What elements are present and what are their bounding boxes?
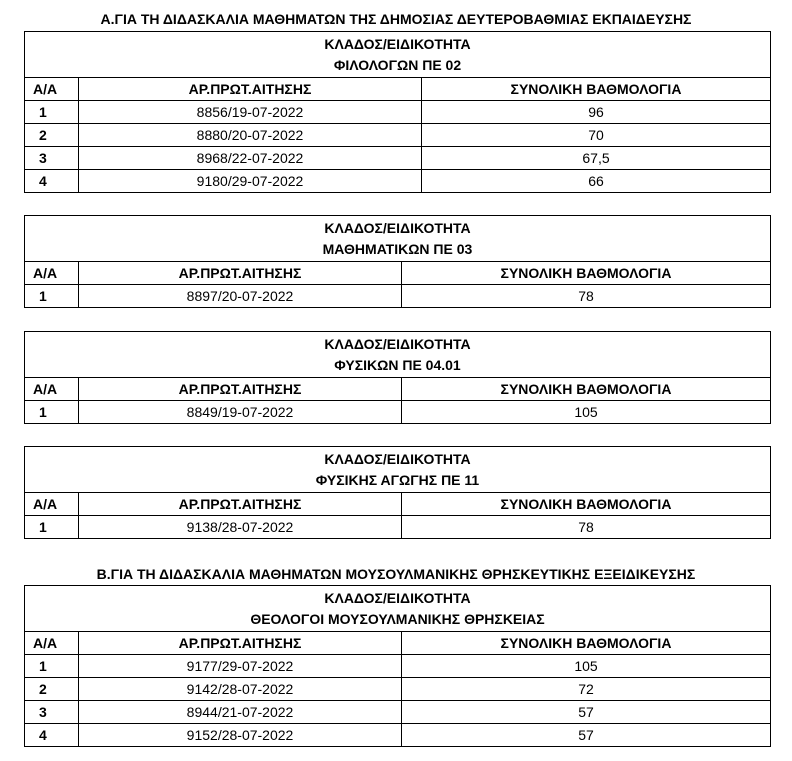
specialty-name: ΦΙΛΟΛΟΓΩΝ ΠΕ 02: [333, 57, 462, 73]
row-protocol: 9142/28-07-2022: [79, 678, 402, 701]
column-header-score: ΣΥΝΟΛΙΚΗ ΒΑΘΜΟΛΟΓΙΑ: [402, 378, 771, 401]
table-row: [25, 147, 771, 170]
table-row: [25, 285, 771, 308]
row-score: 78: [402, 516, 771, 539]
column-header-score: ΣΥΝΟΛΙΚΗ ΒΑΘΜΟΛΟΓΙΑ: [402, 493, 771, 516]
table-header: [25, 447, 771, 493]
row-protocol: 9180/29-07-2022: [79, 170, 422, 193]
row-score: 105: [402, 655, 771, 678]
column-header-protocol: ΑΡ.ΠΡΩΤ.ΑΙΤΗΣΗΣ: [79, 493, 402, 516]
table-row: [25, 516, 771, 539]
row-protocol: 8849/19-07-2022: [79, 401, 402, 424]
row-score: 72: [402, 678, 771, 701]
specialty-name: ΦΥΣΙΚΗΣ ΑΓΩΓΗΣ ΠΕ 11: [315, 472, 480, 488]
specialty-label: ΚΛΑΔΟΣ/ΕΙΔΙΚΟΤΗΤΑ: [324, 451, 471, 467]
table-row: [25, 401, 771, 424]
table-row: [25, 678, 771, 701]
specialty-name: ΜΑΘΗΜΑΤΙΚΩΝ ΠΕ 03: [322, 241, 473, 257]
table-row: [25, 724, 771, 747]
column-header-aa: Α/Α: [25, 632, 79, 655]
specialty-table-physical-education: [24, 446, 771, 539]
column-header-protocol: ΑΡ.ΠΡΩΤ.ΑΙΤΗΣΗΣ: [79, 78, 422, 101]
table-header: [25, 586, 771, 632]
row-aa: 3: [25, 701, 79, 724]
table-row: [25, 124, 771, 147]
table-header: [25, 332, 771, 378]
column-header-aa: Α/Α: [25, 262, 79, 285]
row-aa: 3: [25, 147, 79, 170]
specialty-label: ΚΛΑΔΟΣ/ΕΙΔΙΚΟΤΗΤΑ: [324, 590, 471, 606]
column-header-score: ΣΥΝΟΛΙΚΗ ΒΑΘΜΟΛΟΓΙΑ: [402, 262, 771, 285]
row-score: 67,5: [422, 147, 771, 170]
row-score: 66: [422, 170, 771, 193]
row-aa: 1: [25, 285, 79, 308]
row-score: 70: [422, 124, 771, 147]
row-protocol: 9138/28-07-2022: [79, 516, 402, 539]
row-score: 78: [402, 285, 771, 308]
row-protocol: 8856/19-07-2022: [79, 101, 422, 124]
column-header-protocol: ΑΡ.ΠΡΩΤ.ΑΙΤΗΣΗΣ: [79, 632, 402, 655]
column-header-aa: Α/Α: [25, 78, 79, 101]
column-header-aa: Α/Α: [25, 378, 79, 401]
specialty-label: ΚΛΑΔΟΣ/ΕΙΔΙΚΟΤΗΤΑ: [324, 336, 471, 352]
specialty-name: ΦΥΣΙΚΩΝ ΠΕ 04.01: [334, 357, 461, 373]
row-aa: 4: [25, 170, 79, 193]
specialty-table-physicists: [24, 331, 771, 424]
column-header-protocol: ΑΡ.ΠΡΩΤ.ΑΙΤΗΣΗΣ: [79, 378, 402, 401]
row-aa: 2: [25, 124, 79, 147]
row-aa: 1: [25, 655, 79, 678]
row-protocol: 9152/28-07-2022: [79, 724, 402, 747]
specialty-name: ΘΕΟΛΟΓΟΙ ΜΟΥΣΟΥΛΜΑΝΙΚΗΣ ΘΡΗΣΚΕΙΑΣ: [250, 611, 545, 627]
specialty-table-mathematicians: [24, 215, 771, 308]
specialty-label: ΚΛΑΔΟΣ/ΕΙΔΙΚΟΤΗΤΑ: [324, 36, 471, 52]
row-protocol: 8968/22-07-2022: [79, 147, 422, 170]
table-row: [25, 101, 771, 124]
row-aa: 1: [25, 101, 79, 124]
row-aa: 2: [25, 678, 79, 701]
section-a-title: Α.ΓΙΑ ΤΗ ΔΙΔΑΣΚΑΛΙΑ ΜΑΘΗΜΑΤΩΝ ΤΗΣ ΔΗΜΟΣΙΑΣ ΔΕΥΤΕΡΟΒΑΘΜΙΑΣ ΕΚΠΑΙΔΕΥΣΗΣ: [100, 11, 692, 27]
column-header-protocol: ΑΡ.ΠΡΩΤ.ΑΙΤΗΣΗΣ: [79, 262, 402, 285]
row-aa: 1: [25, 401, 79, 424]
row-score: 96: [422, 101, 771, 124]
table-row: [25, 170, 771, 193]
row-protocol: 8880/20-07-2022: [79, 124, 422, 147]
specialty-label: ΚΛΑΔΟΣ/ΕΙΔΙΚΟΤΗΤΑ: [324, 220, 471, 236]
table-row: [25, 701, 771, 724]
specialty-table-philologists: [24, 31, 771, 193]
table-row: [25, 655, 771, 678]
row-score: 57: [402, 724, 771, 747]
row-protocol: 9177/29-07-2022: [79, 655, 402, 678]
column-header-score: ΣΥΝΟΛΙΚΗ ΒΑΘΜΟΛΟΓΙΑ: [422, 78, 771, 101]
row-aa: 4: [25, 724, 79, 747]
row-score: 105: [402, 401, 771, 424]
table-header: [25, 32, 771, 78]
column-header-aa: Α/Α: [25, 493, 79, 516]
specialty-table-muslim-theologians: [24, 585, 771, 747]
row-protocol: 8944/21-07-2022: [79, 701, 402, 724]
column-header-score: ΣΥΝΟΛΙΚΗ ΒΑΘΜΟΛΟΓΙΑ: [402, 632, 771, 655]
section-b-title: Β.ΓΙΑ ΤΗ ΔΙΔΑΣΚΑΛΙΑ ΜΑΘΗΜΑΤΩΝ ΜΟΥΣΟΥΛΜΑΝΙΚΗΣ ΘΡΗΣΚΕΥΤΙΚΗΣ ΕΞΕΙΔΙΚΕΥΣΗΣ: [96, 566, 696, 582]
row-score: 57: [402, 701, 771, 724]
table-header: [25, 216, 771, 262]
row-aa: 1: [25, 516, 79, 539]
row-protocol: 8897/20-07-2022: [79, 285, 402, 308]
